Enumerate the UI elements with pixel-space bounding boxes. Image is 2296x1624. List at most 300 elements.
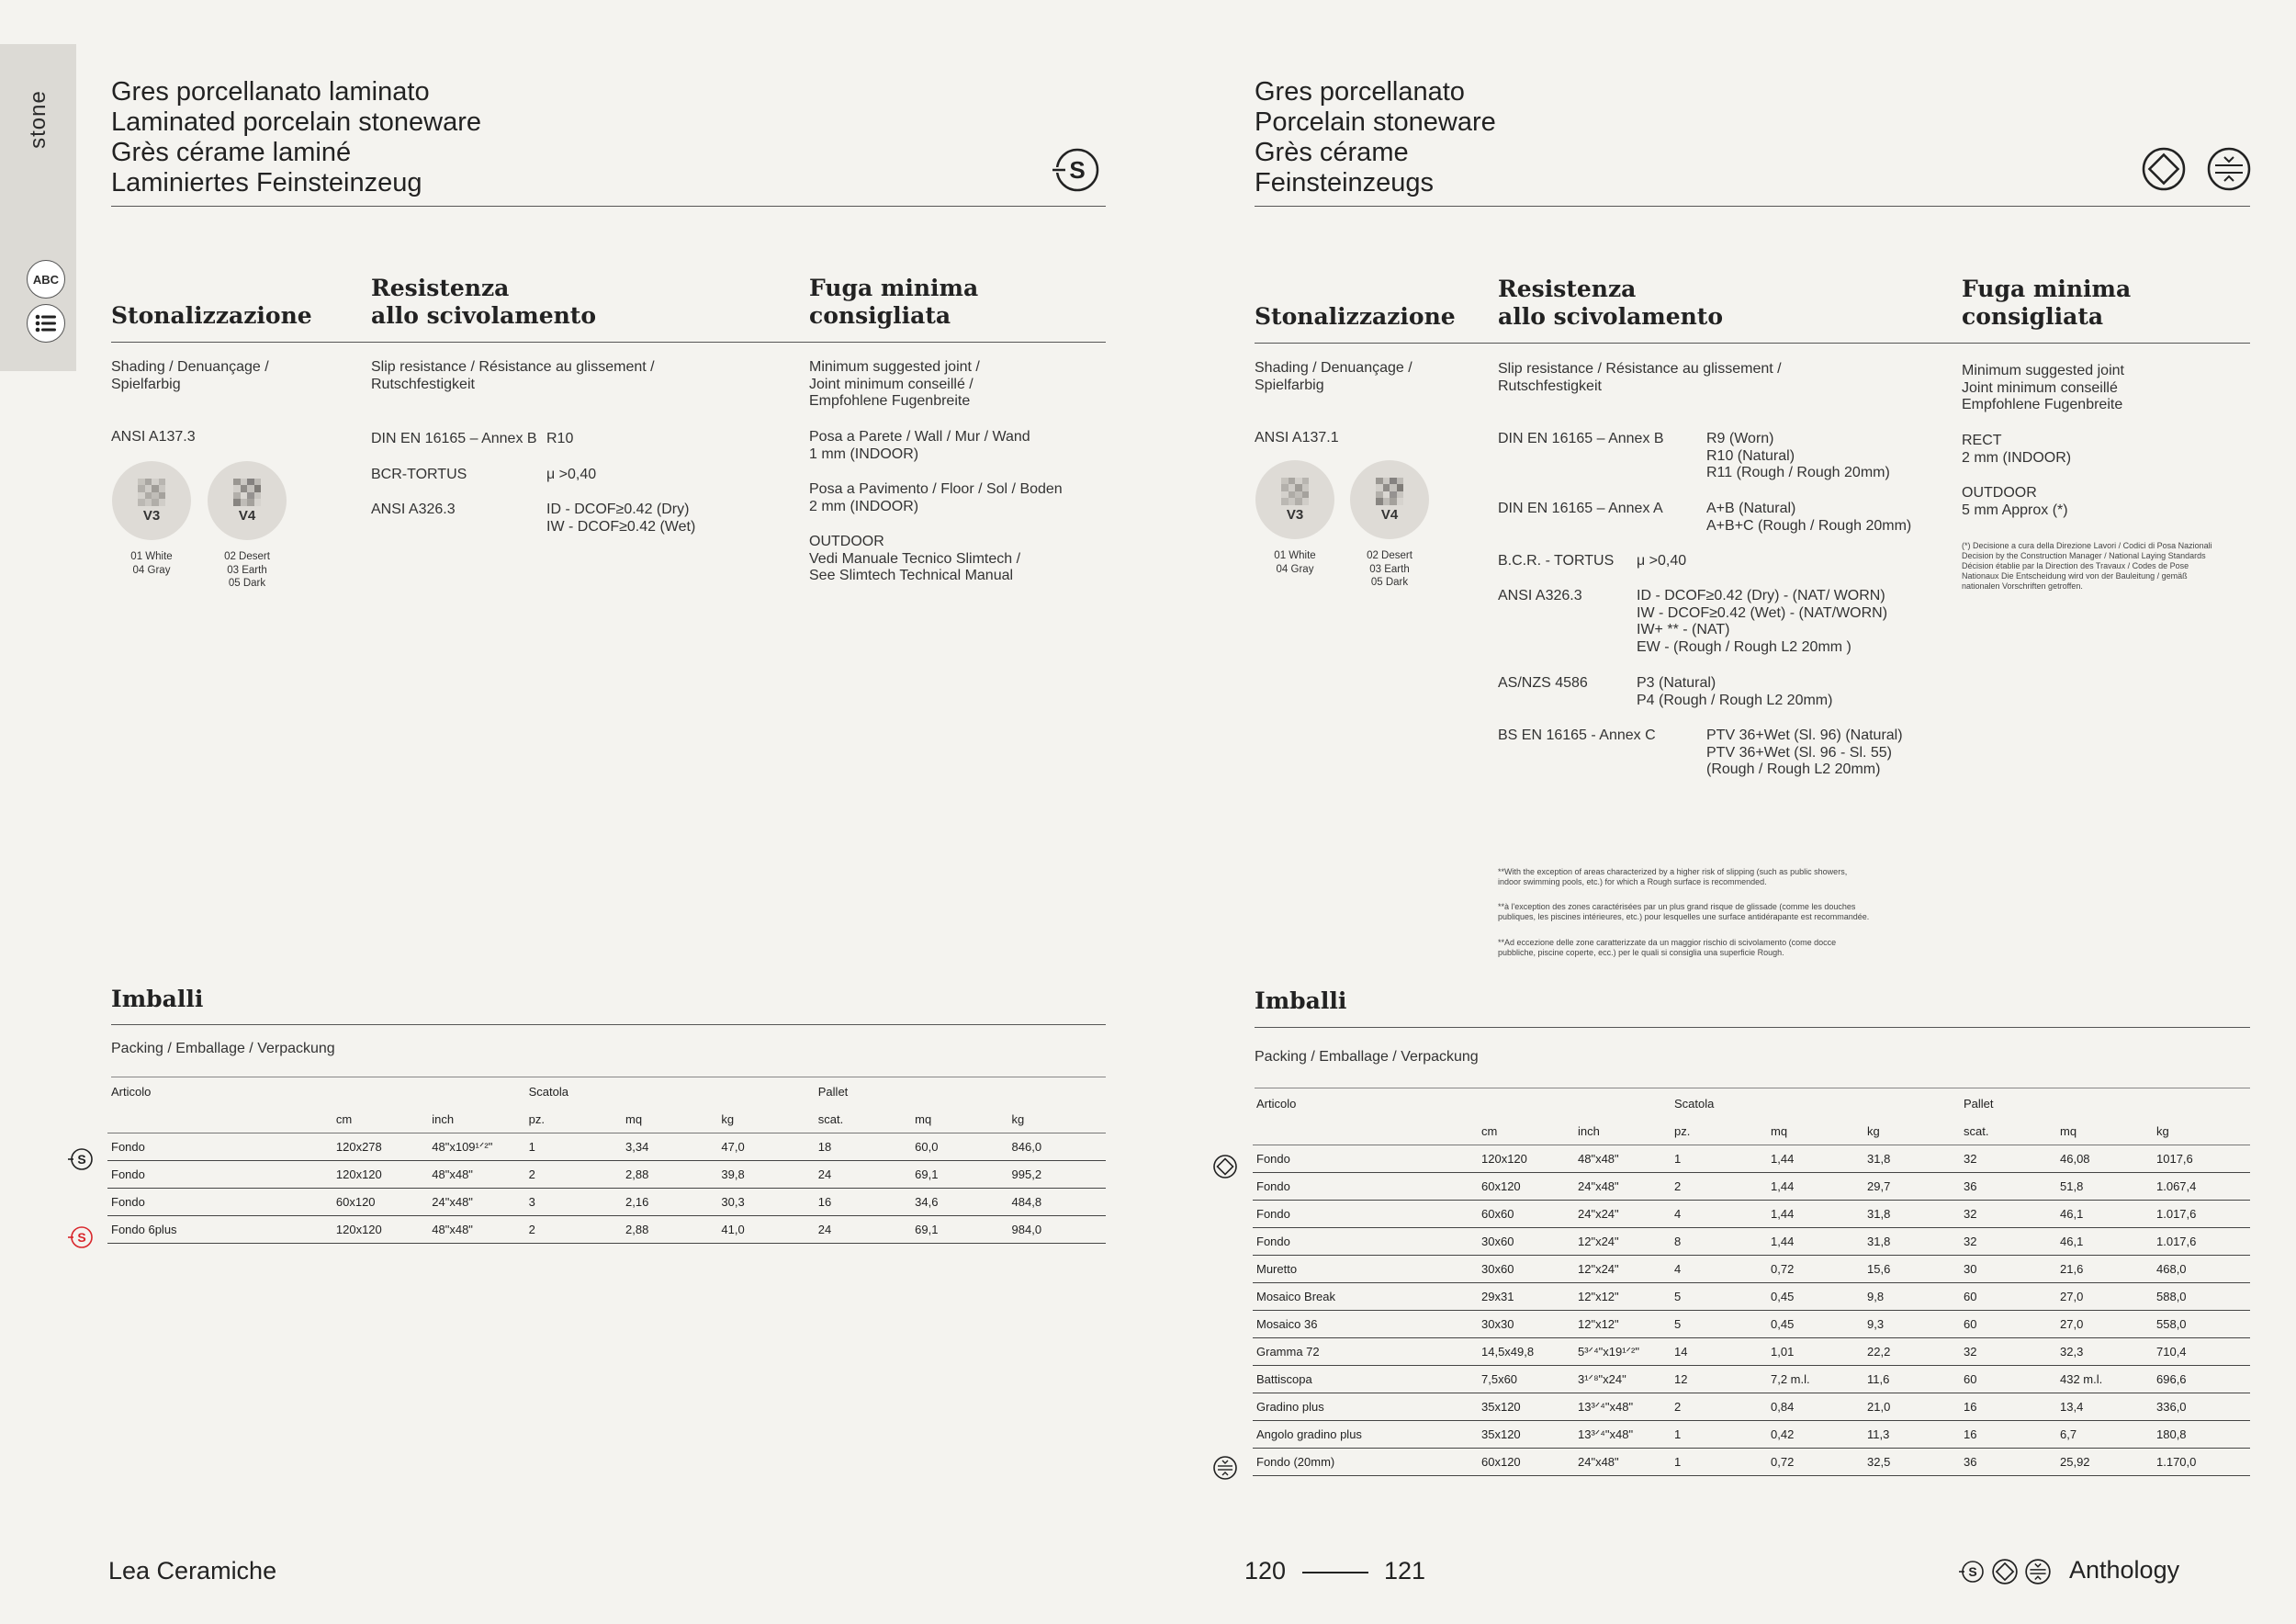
joint-heading-line2: consigliata	[809, 302, 951, 329]
value-cell: 1	[525, 1133, 622, 1161]
swatch-v4	[208, 461, 287, 540]
value-cell: 60x120	[1478, 1173, 1574, 1201]
shading-heading: Stonalizzazione	[111, 302, 312, 329]
value-cell: 0,84	[1767, 1393, 1863, 1421]
shading-subtitle: Shading / Denuançage / Spielfarbig	[111, 359, 269, 392]
value-cell: 1017,6	[2153, 1145, 2250, 1173]
article-name-cell: Gramma 72	[1253, 1338, 1478, 1366]
value-cell: 46,1	[2056, 1201, 2153, 1228]
joint-floor: Posa a Pavimento / Floor / Sol / Boden 2 mm (INDOOR)	[809, 481, 1063, 514]
value-cell: 24	[815, 1161, 911, 1189]
swatch-v3	[112, 461, 191, 540]
article-name-cell: Fondo	[107, 1133, 332, 1161]
thickness-20mm-icon	[2206, 146, 2252, 197]
divider	[111, 206, 1106, 207]
value-cell: 120x278	[332, 1133, 428, 1161]
slip-subtitle: Slip resistance / Résistance au glissement / Rutschfestigkeit	[1498, 361, 1782, 394]
title-de: Feinsteinzeugs	[1255, 168, 1435, 197]
value-cell: 0,42	[1767, 1421, 1863, 1449]
slip-heading-line1: Resistenza	[371, 275, 510, 301]
value-cell: 36	[1960, 1173, 2056, 1201]
value-cell: 16	[1960, 1421, 2056, 1449]
title-de: Laminiertes Feinsteinzeug	[111, 168, 422, 197]
table-row	[1253, 1421, 2250, 1449]
slip-value: R9 (Worn) R10 (Natural) R11 (Rough / Rough 20mm)	[1706, 431, 1890, 480]
value-cell: 984,0	[1008, 1216, 1106, 1244]
packing-subtitle: Packing / Emballage / Verpackung	[1255, 1049, 1479, 1065]
value-cell: 27,0	[2056, 1311, 2153, 1338]
divider	[1255, 1027, 2250, 1028]
divider	[1255, 206, 2250, 207]
value-cell: 1	[1671, 1145, 1767, 1173]
divider	[111, 342, 1106, 343]
value-cell: 4	[1671, 1256, 1767, 1283]
value-cell: 69,1	[911, 1216, 1007, 1244]
value-cell: 25,92	[2056, 1449, 2153, 1476]
joint-rect: RECT 2 mm (INDOOR)	[1962, 433, 2072, 466]
value-cell: 8	[1671, 1228, 1767, 1256]
joint-subtitle: Minimum suggested joint Joint minimum conseillé Empfohlene Fugenbreite	[1962, 363, 2124, 412]
swatch-v4	[1350, 460, 1429, 539]
value-cell: 3	[525, 1189, 622, 1216]
value-cell: 35x120	[1478, 1393, 1574, 1421]
value-cell: 30	[1960, 1256, 2056, 1283]
right-packing-table	[1253, 1089, 2250, 1476]
left-packing-table	[107, 1077, 1106, 1244]
value-cell: 120x120	[1478, 1145, 1574, 1173]
col-header: kg	[2153, 1117, 2250, 1145]
value-cell: 1	[1671, 1449, 1767, 1476]
value-cell: 1.017,6	[2153, 1228, 2250, 1256]
value-cell: 60x120	[1478, 1449, 1574, 1476]
value-cell: 1	[1671, 1421, 1767, 1449]
swatch-label: V4	[238, 507, 256, 524]
value-cell: 0,72	[1767, 1449, 1863, 1476]
article-name-cell: Mosaico Break	[1253, 1283, 1478, 1311]
col-pallet: Pallet	[1964, 1096, 1994, 1111]
table-row	[1253, 1366, 2250, 1393]
value-cell: 1,44	[1767, 1145, 1863, 1173]
col-header: kg	[1863, 1117, 1960, 1145]
value-cell: 1.170,0	[2153, 1449, 2250, 1476]
value-cell: 13,4	[2056, 1393, 2153, 1421]
table-row	[1253, 1145, 2250, 1173]
porcelain-diamond-icon	[2141, 146, 2187, 197]
title-en: Laminated porcelain stoneware	[111, 107, 482, 137]
shading-heading: Stonalizzazione	[1255, 303, 1456, 330]
slip-heading-line2: allo scivolamento	[371, 302, 597, 329]
value-cell: 32	[1960, 1201, 2056, 1228]
value-cell: 48"x48"	[428, 1161, 524, 1189]
value-cell: 46,1	[2056, 1228, 2153, 1256]
list-index-button[interactable]	[27, 304, 65, 343]
value-cell: 31,8	[1863, 1201, 1960, 1228]
divider	[111, 1024, 1106, 1025]
article-name-cell: Fondo	[1253, 1228, 1478, 1256]
shading-standard: ANSI A137.3	[111, 429, 196, 445]
value-cell: 2	[1671, 1173, 1767, 1201]
col-header: cm	[332, 1105, 428, 1133]
article-name-cell: Fondo	[107, 1161, 332, 1189]
value-cell: 48"x48"	[428, 1216, 524, 1244]
slimtech-s-icon	[1958, 1558, 1986, 1585]
v3-pattern	[138, 479, 165, 506]
svg-text:S: S	[77, 1230, 86, 1245]
value-cell: 47,0	[717, 1133, 814, 1161]
page-number-right: 121	[1384, 1557, 1426, 1585]
slip-value: μ >0,40	[546, 467, 597, 482]
article-name-cell: Fondo (20mm)	[1253, 1449, 1478, 1476]
value-cell: 0,72	[1767, 1256, 1863, 1283]
right-title-block	[1255, 77, 1496, 198]
collection-name: Anthology	[2069, 1556, 2180, 1584]
slip-standard: ANSI A326.3	[1498, 588, 1582, 603]
value-cell: 995,2	[1008, 1161, 1106, 1189]
joint-outdoor: OUTDOOR 5 mm Approx (*)	[1962, 485, 2068, 518]
value-cell: 1.017,6	[2153, 1201, 2250, 1228]
value-cell: 120x120	[332, 1216, 428, 1244]
value-cell: 35x120	[1478, 1421, 1574, 1449]
article-name-cell: Muretto	[1253, 1256, 1478, 1283]
col-scatola: Scatola	[528, 1084, 569, 1099]
swatch-caption: 01 White 04 Gray	[1274, 550, 1316, 575]
col-header: scat.	[815, 1105, 911, 1133]
col-articolo: Articolo	[1256, 1096, 1297, 1111]
value-cell: 12"x24"	[1574, 1256, 1671, 1283]
svg-text:S: S	[77, 1152, 86, 1167]
joint-subtitle: Minimum suggested joint / Joint minimum conseillé / Empfohlene Fugenbreite	[809, 359, 980, 409]
value-cell: 69,1	[911, 1161, 1007, 1189]
table-row	[1253, 1173, 2250, 1201]
slip-value: P3 (Natural) P4 (Rough / Rough L2 20mm)	[1637, 675, 1833, 708]
value-cell: 13³ᐟ⁴"x48"	[1574, 1421, 1671, 1449]
slip-subtitle: Slip resistance / Résistance au glissement / Rutschfestigkeit	[371, 359, 655, 392]
value-cell: 12"x12"	[1574, 1283, 1671, 1311]
joint-heading	[809, 275, 978, 330]
value-cell: 30,3	[717, 1189, 814, 1216]
value-cell: 32	[1960, 1145, 2056, 1173]
joint-heading-line2: consigliata	[1962, 303, 2104, 330]
value-cell: 60	[1960, 1366, 2056, 1393]
value-cell: 30x60	[1478, 1256, 1574, 1283]
table-row	[107, 1133, 1106, 1161]
slimtech-s-icon	[1052, 146, 1100, 198]
porcelain-diamond-icon	[1991, 1558, 2019, 1585]
value-cell: 29x31	[1478, 1283, 1574, 1311]
value-cell: 30x30	[1478, 1311, 1574, 1338]
joint-outdoor: OUTDOOR Vedi Manuale Tecnico Slimtech / See Slimtech Technical Manual	[809, 534, 1021, 583]
page-separator	[1302, 1572, 1368, 1573]
value-cell: 9,3	[1863, 1311, 1960, 1338]
swatch-v3	[1255, 460, 1334, 539]
slimtech-6plus-icon	[67, 1224, 95, 1256]
value-cell: 0,45	[1767, 1283, 1863, 1311]
table-group-header	[1253, 1089, 2250, 1117]
value-cell: 32,5	[1863, 1449, 1960, 1476]
value-cell: 7,5x60	[1478, 1366, 1574, 1393]
value-cell: 48"x109¹ᐟ²"	[428, 1133, 524, 1161]
value-cell: 46,08	[2056, 1145, 2153, 1173]
value-cell: 7,2 m.l.	[1767, 1366, 1863, 1393]
sidebar-tab-stone[interactable]: stone	[25, 90, 51, 149]
col-header: pz.	[525, 1105, 622, 1133]
table-row	[1253, 1338, 2250, 1366]
value-cell: 48"x48"	[1574, 1145, 1671, 1173]
col-header: inch	[1574, 1117, 1671, 1145]
value-cell: 21,0	[1863, 1393, 1960, 1421]
article-name-cell: Fondo 6plus	[107, 1216, 332, 1244]
value-cell: 846,0	[1008, 1133, 1106, 1161]
value-cell: 36	[1960, 1449, 2056, 1476]
slip-standard: DIN EN 16165 – Annex B	[1498, 431, 1664, 446]
title-fr: Grès cérame laminé	[111, 138, 352, 167]
table-row	[1253, 1201, 2250, 1228]
slip-standard: BS EN 16165 - Annex C	[1498, 727, 1656, 743]
value-cell: 39,8	[717, 1161, 814, 1189]
value-cell: 31,8	[1863, 1145, 1960, 1173]
page-number-left: 120	[1244, 1557, 1287, 1585]
table-header	[107, 1105, 1106, 1133]
v4-pattern	[1376, 478, 1403, 505]
joint-heading-line1: Fuga minima	[1962, 276, 2132, 302]
value-cell: 1.067,4	[2153, 1173, 2250, 1201]
value-cell: 24"x24"	[1574, 1201, 1671, 1228]
value-cell: 32	[1960, 1338, 2056, 1366]
slimtech-row-icon	[67, 1145, 95, 1178]
value-cell: 1,44	[1767, 1201, 1863, 1228]
value-cell: 468,0	[2153, 1256, 2250, 1283]
table-row	[1253, 1449, 2250, 1476]
article-name-cell: Angolo gradino plus	[1253, 1421, 1478, 1449]
value-cell: 15,6	[1863, 1256, 1960, 1283]
value-cell: 21,6	[2056, 1256, 2153, 1283]
value-cell: 51,8	[2056, 1173, 2153, 1201]
thickness-20mm-icon	[2024, 1558, 2052, 1585]
value-cell: 5³ᐟ⁴"x19¹ᐟ²"	[1574, 1338, 1671, 1366]
slip-heading-line2: allo scivolamento	[1498, 303, 1724, 330]
value-cell: 12"x24"	[1574, 1228, 1671, 1256]
value-cell: 5	[1671, 1283, 1767, 1311]
value-cell: 558,0	[2153, 1311, 2250, 1338]
value-cell: 16	[1960, 1393, 2056, 1421]
value-cell: 710,4	[2153, 1338, 2250, 1366]
article-name-cell: Fondo	[1253, 1173, 1478, 1201]
slip-standard: B.C.R. - TORTUS	[1498, 553, 1615, 569]
slip-value: ID - DCOF≥0.42 (Dry) IW - DCOF≥0.42 (Wet)	[546, 502, 696, 535]
value-cell: 41,0	[717, 1216, 814, 1244]
slip-value: R10	[546, 431, 574, 446]
value-cell: 12"x12"	[1574, 1311, 1671, 1338]
value-cell: 60x120	[332, 1189, 428, 1216]
col-header: kg	[717, 1105, 814, 1133]
col-scatola: Scatola	[1674, 1096, 1715, 1111]
col-header: mq	[911, 1105, 1007, 1133]
col-header: kg	[1008, 1105, 1106, 1133]
value-cell: 60	[1960, 1283, 2056, 1311]
value-cell: 2,88	[622, 1161, 717, 1189]
value-cell: 432 m.l.	[2056, 1366, 2153, 1393]
col-header: cm	[1478, 1117, 1574, 1145]
list-icon	[35, 314, 57, 333]
col-header: mq	[1767, 1117, 1863, 1145]
slip-standard: DIN EN 16165 – Annex A	[1498, 501, 1663, 516]
value-cell: 27,0	[2056, 1283, 2153, 1311]
packing-subtitle: Packing / Emballage / Verpackung	[111, 1041, 335, 1056]
title-it: Gres porcellanato	[1255, 77, 1465, 107]
swatch-caption: 02 Desert 03 Earth 05 Dark	[224, 551, 270, 589]
table-group-header	[107, 1077, 1106, 1105]
slip-heading	[371, 275, 596, 330]
value-cell: 24"x48"	[1574, 1449, 1671, 1476]
abc-index-button[interactable]	[27, 260, 65, 299]
table-row	[107, 1161, 1106, 1189]
footnote-fr: **à l'exception des zones caractérisées par un plus grand risque de glissade (comme les douches publiques, les piscines intérieures, etc.) pour lesquelles une surface antidérapante est recommandée.	[1498, 902, 1870, 921]
slip-value: PTV 36+Wet (Sl. 96) (Natural) PTV 36+Wet (Sl. 96 - Sl. 55) (Rough / Rough L2 20mm)	[1706, 727, 1903, 777]
value-cell: 696,6	[2153, 1366, 2250, 1393]
article-name-cell: Mosaico 36	[1253, 1311, 1478, 1338]
left-title-block	[111, 77, 481, 198]
table-body	[1253, 1145, 2250, 1476]
value-cell: 34,6	[911, 1189, 1007, 1216]
value-cell: 2	[1671, 1393, 1767, 1421]
col-pallet: Pallet	[817, 1084, 849, 1099]
joint-heading	[1962, 276, 2131, 331]
slip-standard: ANSI A326.3	[371, 502, 456, 517]
slip-standard: BCR-TORTUS	[371, 467, 467, 482]
thickness-row-icon	[1212, 1455, 1238, 1485]
value-cell: 24"x48"	[1574, 1173, 1671, 1201]
col-header: inch	[428, 1105, 524, 1133]
table-row	[107, 1189, 1106, 1216]
title-fr: Grès cérame	[1255, 138, 1409, 167]
title-en: Porcelain stoneware	[1255, 107, 1496, 137]
value-cell: 1,44	[1767, 1173, 1863, 1201]
value-cell: 2	[525, 1161, 622, 1189]
value-cell: 1,01	[1767, 1338, 1863, 1366]
packing-heading: Imballi	[1255, 987, 1347, 1014]
swatch-label: V3	[1286, 506, 1304, 523]
table-row	[1253, 1311, 2250, 1338]
value-cell: 484,8	[1008, 1189, 1106, 1216]
swatch-label: V3	[142, 507, 161, 524]
slip-value: ID - DCOF≥0.42 (Dry) - (NAT/ WORN) IW - DCOF≥0.42 (Wet) - (NAT/WORN) IW+ ** - (NAT) EW - (Rough / Rough L2 20mm )	[1637, 588, 1888, 655]
table-row	[1253, 1283, 2250, 1311]
article-name-cell: Fondo	[107, 1189, 332, 1216]
article-name-cell: Fondo	[1253, 1201, 1478, 1228]
porcelain-row-icon	[1212, 1154, 1238, 1184]
value-cell: 60x60	[1478, 1201, 1574, 1228]
value-cell: 24	[815, 1216, 911, 1244]
article-name-cell: Battiscopa	[1253, 1366, 1478, 1393]
slip-value: μ >0,40	[1637, 553, 1687, 569]
value-cell: 24"x48"	[428, 1189, 524, 1216]
table-body	[107, 1133, 1106, 1244]
col-header: mq	[622, 1105, 717, 1133]
col-articolo: Articolo	[111, 1084, 152, 1099]
footnote-en: **With the exception of areas characterized by a higher risk of slipping (such as public showers, indoor swimming pools, etc.) for which a Rough surface is recommended.	[1498, 867, 1848, 886]
v3-pattern	[1281, 478, 1309, 505]
value-cell: 11,3	[1863, 1421, 1960, 1449]
col-header: scat.	[1960, 1117, 2056, 1145]
table-row	[1253, 1256, 2250, 1283]
value-cell: 3¹ᐟ⁸"x24"	[1574, 1366, 1671, 1393]
col-header: mq	[2056, 1117, 2153, 1145]
article-name-cell: Gradino plus	[1253, 1393, 1478, 1421]
slip-heading	[1498, 276, 1723, 331]
value-cell: 29,7	[1863, 1173, 1960, 1201]
table-row	[1253, 1228, 2250, 1256]
value-cell: 18	[815, 1133, 911, 1161]
value-cell: 11,6	[1863, 1366, 1960, 1393]
joint-heading-line1: Fuga minima	[809, 275, 979, 301]
slip-standard: DIN EN 16165 – Annex B	[371, 431, 537, 446]
abc-label: ABC	[32, 272, 60, 287]
value-cell: 32	[1960, 1228, 2056, 1256]
brand-name: Lea Ceramiche	[108, 1557, 277, 1585]
table-row	[1253, 1393, 2250, 1421]
value-cell: 1,44	[1767, 1228, 1863, 1256]
value-cell: 0,45	[1767, 1311, 1863, 1338]
value-cell: 32,3	[2056, 1338, 2153, 1366]
article-name-cell: Fondo	[1253, 1145, 1478, 1173]
svg-text:S: S	[1968, 1564, 1977, 1579]
value-cell: 16	[815, 1189, 911, 1216]
value-cell: 3,34	[622, 1133, 717, 1161]
v4-pattern	[233, 479, 261, 506]
title-it: Gres porcellanato laminato	[111, 77, 430, 107]
value-cell: 60,0	[911, 1133, 1007, 1161]
value-cell: 2,16	[622, 1189, 717, 1216]
table-row	[107, 1216, 1106, 1244]
value-cell: 120x120	[332, 1161, 428, 1189]
slip-heading-line1: Resistenza	[1498, 276, 1637, 302]
value-cell: 9,8	[1863, 1283, 1960, 1311]
slip-standard: AS/NZS 4586	[1498, 675, 1588, 691]
divider	[1255, 343, 2250, 344]
value-cell: 31,8	[1863, 1228, 1960, 1256]
value-cell: 336,0	[2153, 1393, 2250, 1421]
value-cell: 180,8	[2153, 1421, 2250, 1449]
col-header: pz.	[1671, 1117, 1767, 1145]
value-cell: 4	[1671, 1201, 1767, 1228]
value-cell: 60	[1960, 1311, 2056, 1338]
footnote-it: **Ad eccezione delle zone caratterizzate da un maggior rischio di scivolamento (come docce pubbliche, piscine coperte, ecc.) per le quali si consiglia una superficie Rough.	[1498, 938, 1837, 957]
value-cell: 14	[1671, 1338, 1767, 1366]
value-cell: 2,88	[622, 1216, 717, 1244]
swatch-caption: 01 White 04 Gray	[130, 551, 173, 576]
value-cell: 5	[1671, 1311, 1767, 1338]
table-header	[1253, 1117, 2250, 1145]
joint-wall: Posa a Parete / Wall / Mur / Wand 1 mm (INDOOR)	[809, 429, 1030, 462]
value-cell: 30x60	[1478, 1228, 1574, 1256]
value-cell: 12	[1671, 1366, 1767, 1393]
value-cell: 6,7	[2056, 1421, 2153, 1449]
swatch-label: V4	[1380, 506, 1399, 523]
joint-note: (*) Decisione a cura della Direzione Lavori / Codici di Posa Nazionali Decision by the Construction Manager / National Laying Standards Décision établie par la Direction des Travaux / Codes de Pose Nationaux Die Entscheidung wird von der Bauleitung / gemäß nationalen Vorschriften getroffen.	[1962, 541, 2212, 591]
slip-value: A+B (Natural) A+B+C (Rough / Rough 20mm)	[1706, 501, 1912, 534]
value-cell: 22,2	[1863, 1338, 1960, 1366]
value-cell: 2	[525, 1216, 622, 1244]
value-cell: 13³ᐟ⁴"x48"	[1574, 1393, 1671, 1421]
shading-standard: ANSI A137.1	[1255, 430, 1339, 445]
packing-heading: Imballi	[111, 986, 204, 1012]
value-cell: 14,5x49,8	[1478, 1338, 1574, 1366]
shading-subtitle: Shading / Denuançage / Spielfarbig	[1255, 360, 1412, 393]
footer-icons	[1958, 1558, 2052, 1585]
swatch-caption: 02 Desert 03 Earth 05 Dark	[1367, 550, 1412, 588]
svg-text:S: S	[1069, 156, 1086, 184]
value-cell: 588,0	[2153, 1283, 2250, 1311]
